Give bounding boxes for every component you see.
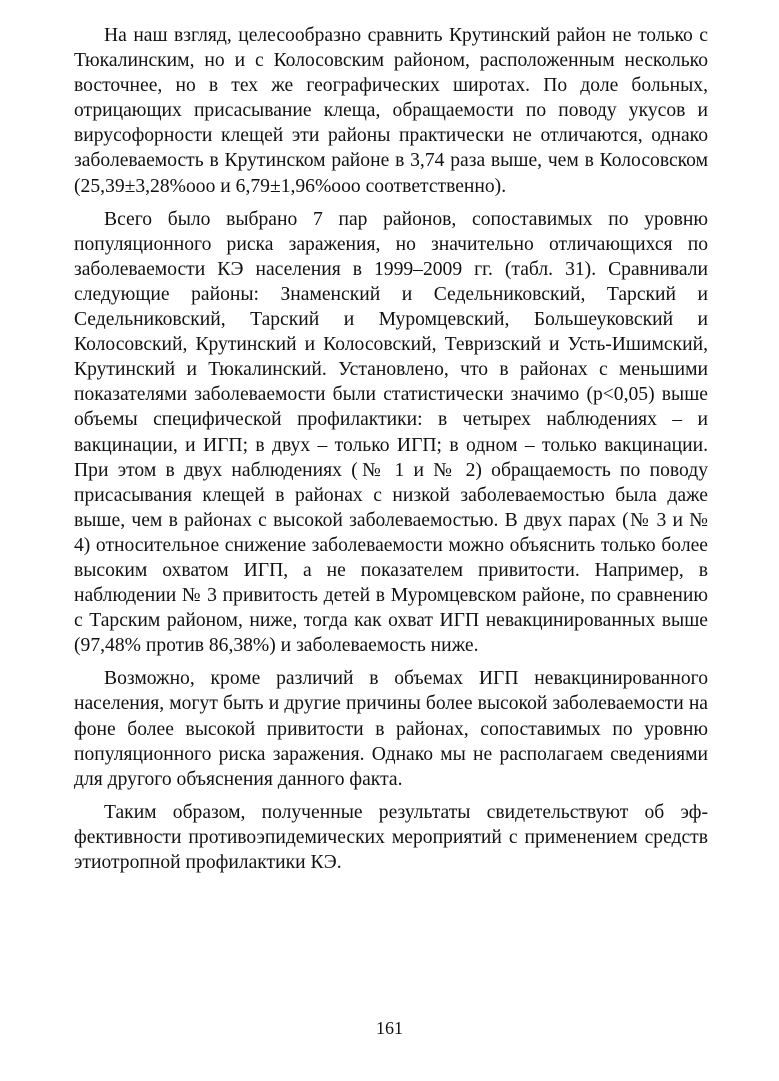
body-text — [74, 23, 708, 883]
page-number: 161 — [376, 1018, 403, 1038]
paragraph-4: Таким образом, полученные результаты свидетельствуют об эффективности противоэпидемических мероприятий с применением средств этиотропной профилактики КЭ. — [74, 801, 708, 873]
paragraph-1: На наш взгляд, целесообразно сравнить Крутинский район не только с Тюкалинским, но и с Колосовским районом, расположенным несколько восточнее, но в тех же географических широтах. По доле больных, отрицающих присасывание клеща, обращаемости по поводу укусов и вирусофорности клещей эти районы практически не отличаются, однако заболеваемость в Крутинском районе в 3,74 раза выше, чем в Колосовском (25,39±3,28%ооо и 6,79±1,96%ооо соответственно). — [74, 25, 708, 197]
paragraph-2: Всего было выбрано 7 пар районов, сопоставимых по уровню популяционного риска заражения, но значительно отличающихся по заболеваемости КЭ населения в 1999–2009 гг. (табл. 31). Сравнивали следующие районы: Знаменский и Седельниковский, Тарский и Седельниковский, Тарский и Муромцевский, Большеуковский и Колосовский, Крутинский и Колосовский, Тевризский и Усть-Ишимский, Крутинский и Тюкалинский. Установлено, что в районах с меньшими показателями заболеваемости были статистически значимо (p<0,05) выше объемы специфической профилактики: в четырех наблюдениях – и вакцинации, и ИГП; в двух – только ИГП; в одном – только вакцинации. При этом в двух наблюдениях (№ 1 и № 2) обращаемость по поводу присасывания клещей в районах с низкой заболеваемостью была даже выше, чем в районах с высокой заболеваемостью. В двух парах (№ 3 и № 4) относительное снижение заболеваемости можно объяснить только более высоким охватом ИГП, а не показателем привитости. Например, в наблюдении № 3 привитость детей в Муромцевском районе, по сравнению с Тарским районом, ниже, тогда как охват ИГП невакцинированных выше (97,48% против 86,38%) и заболеваемость ниже. — [74, 208, 708, 657]
paragraph-3: Возможно, кроме различий в объемах ИГП невакцинированного населения, могут быть и другие причины более высокой заболеваемости на фоне более высокой привитости в районах, сопоставимых по уровню популяционного риска заражения. Однако мы не располагаем сведениями для другого объяснения данного факта. — [74, 668, 708, 790]
